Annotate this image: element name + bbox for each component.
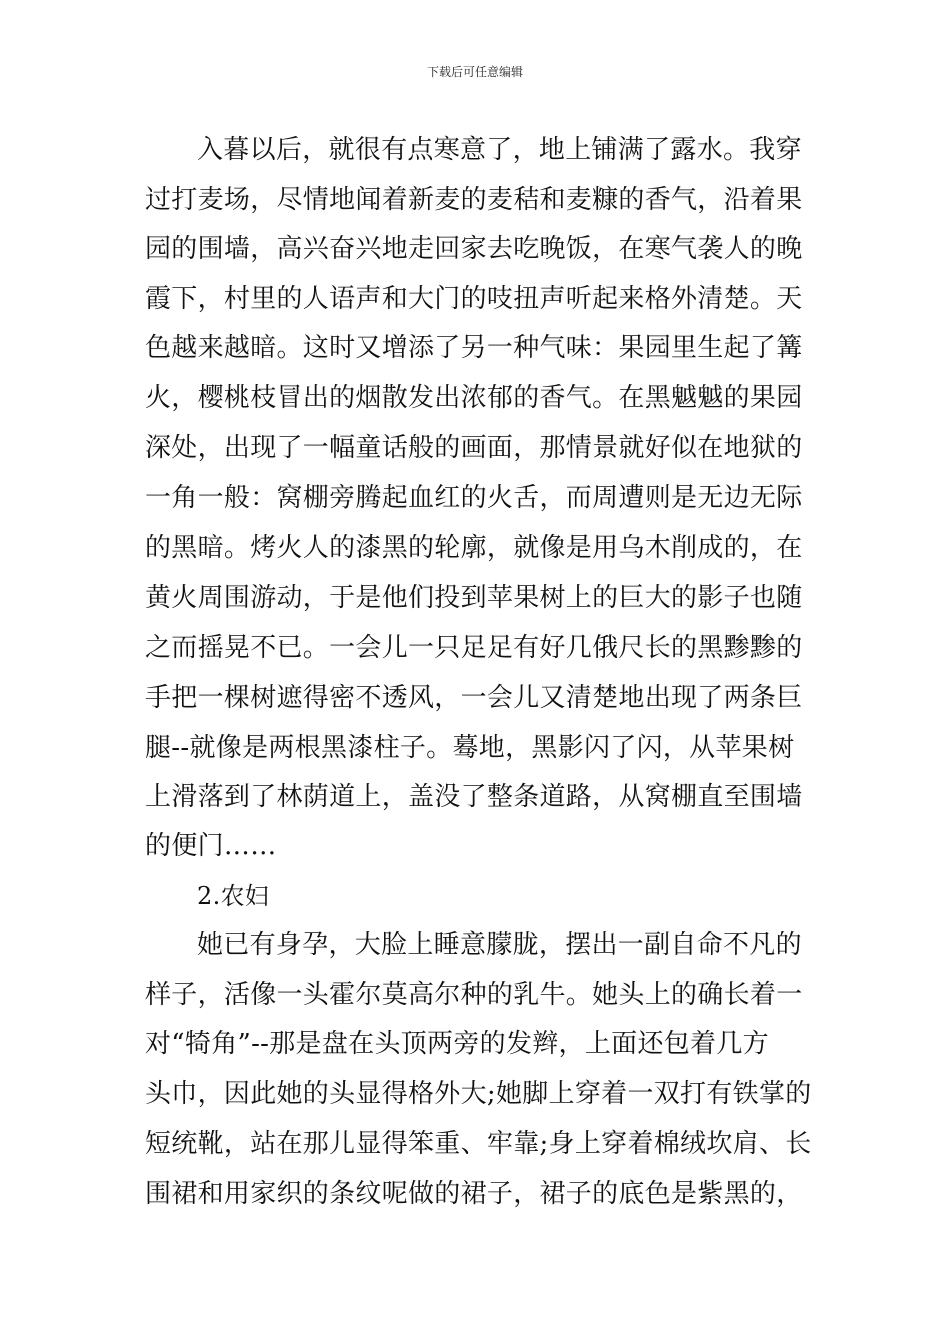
text-line: 入暮以后，就很有点寒意了，地上铺满了露水。我穿 — [197, 135, 802, 165]
text-line: 深处，出现了一幅童话般的画面，那情景就好似在地狱的 — [145, 433, 803, 463]
text-line: 一角一般：窝棚旁腾起血红的火舌，而周遭则是无边无际 — [145, 483, 803, 513]
text-line: 过打麦场，尽情地闻着新麦的麦秸和麦糠的香气，沿着果 — [145, 185, 803, 215]
text-line: 的便门…… — [145, 831, 277, 861]
text-line: 黄火周围游动，于是他们投到苹果树上的巨大的影子也随 — [145, 583, 803, 613]
text-line: 围裙和用家织的条纹呢做的裙子，裙子的底色是紫黑的， — [145, 1179, 803, 1209]
page-header: 下载后可任意编辑 — [426, 65, 523, 79]
text-line: 腿--就像是两根黑漆柱子。蓦地，黑影闪了闪，从苹果树 — [145, 733, 795, 763]
text-line: 她已有身孕，大脸上睡意朦胧，摆出一副自命不凡的 — [197, 930, 802, 960]
text-line: 的黑暗。烤火人的漆黑的轮廓，就像是用乌木削成的，在 — [145, 533, 803, 563]
text-line: 霞下，村里的人语声和大门的吱扭声听起来格外清楚。天 — [145, 284, 803, 314]
text-line: 手把一棵树遮得密不透风，一会儿又清楚地出现了两条巨 — [145, 683, 803, 713]
text-line: 对“犄角”--那是盘在头顶两旁的发辫，上面还包着几方 — [145, 1029, 769, 1059]
text-line: 短统靴，站在那儿显得笨重、牢靠;身上穿着棉绒坎肩、长 — [145, 1129, 812, 1159]
text-line: 火，樱桃枝冒出的烟散发出浓郁的香气。在黑魆魆的果园 — [145, 383, 803, 413]
text-line: 之而摇晃不已。一会儿一只足足有好几俄尺长的黑黪黪的 — [145, 633, 803, 663]
text-line: 色越来越暗。这时又增添了另一种气味：果园里生起了篝 — [145, 333, 803, 363]
text-line: 样子，活像一头霍尔莫高尔种的乳牛。她头上的确长着一 — [145, 980, 803, 1010]
section-heading: 2.农妇 — [197, 882, 270, 910]
text-line: 头巾，因此她的头显得格外大;她脚上穿着一双打有铁掌的 — [145, 1079, 812, 1109]
text-line: 上滑落到了林荫道上，盖没了整条道路，从窝棚直至围墙 — [145, 782, 803, 812]
text-line: 园的围墙，高兴奋兴地走回家去吃晚饭，在寒气袭人的晚 — [145, 234, 803, 264]
